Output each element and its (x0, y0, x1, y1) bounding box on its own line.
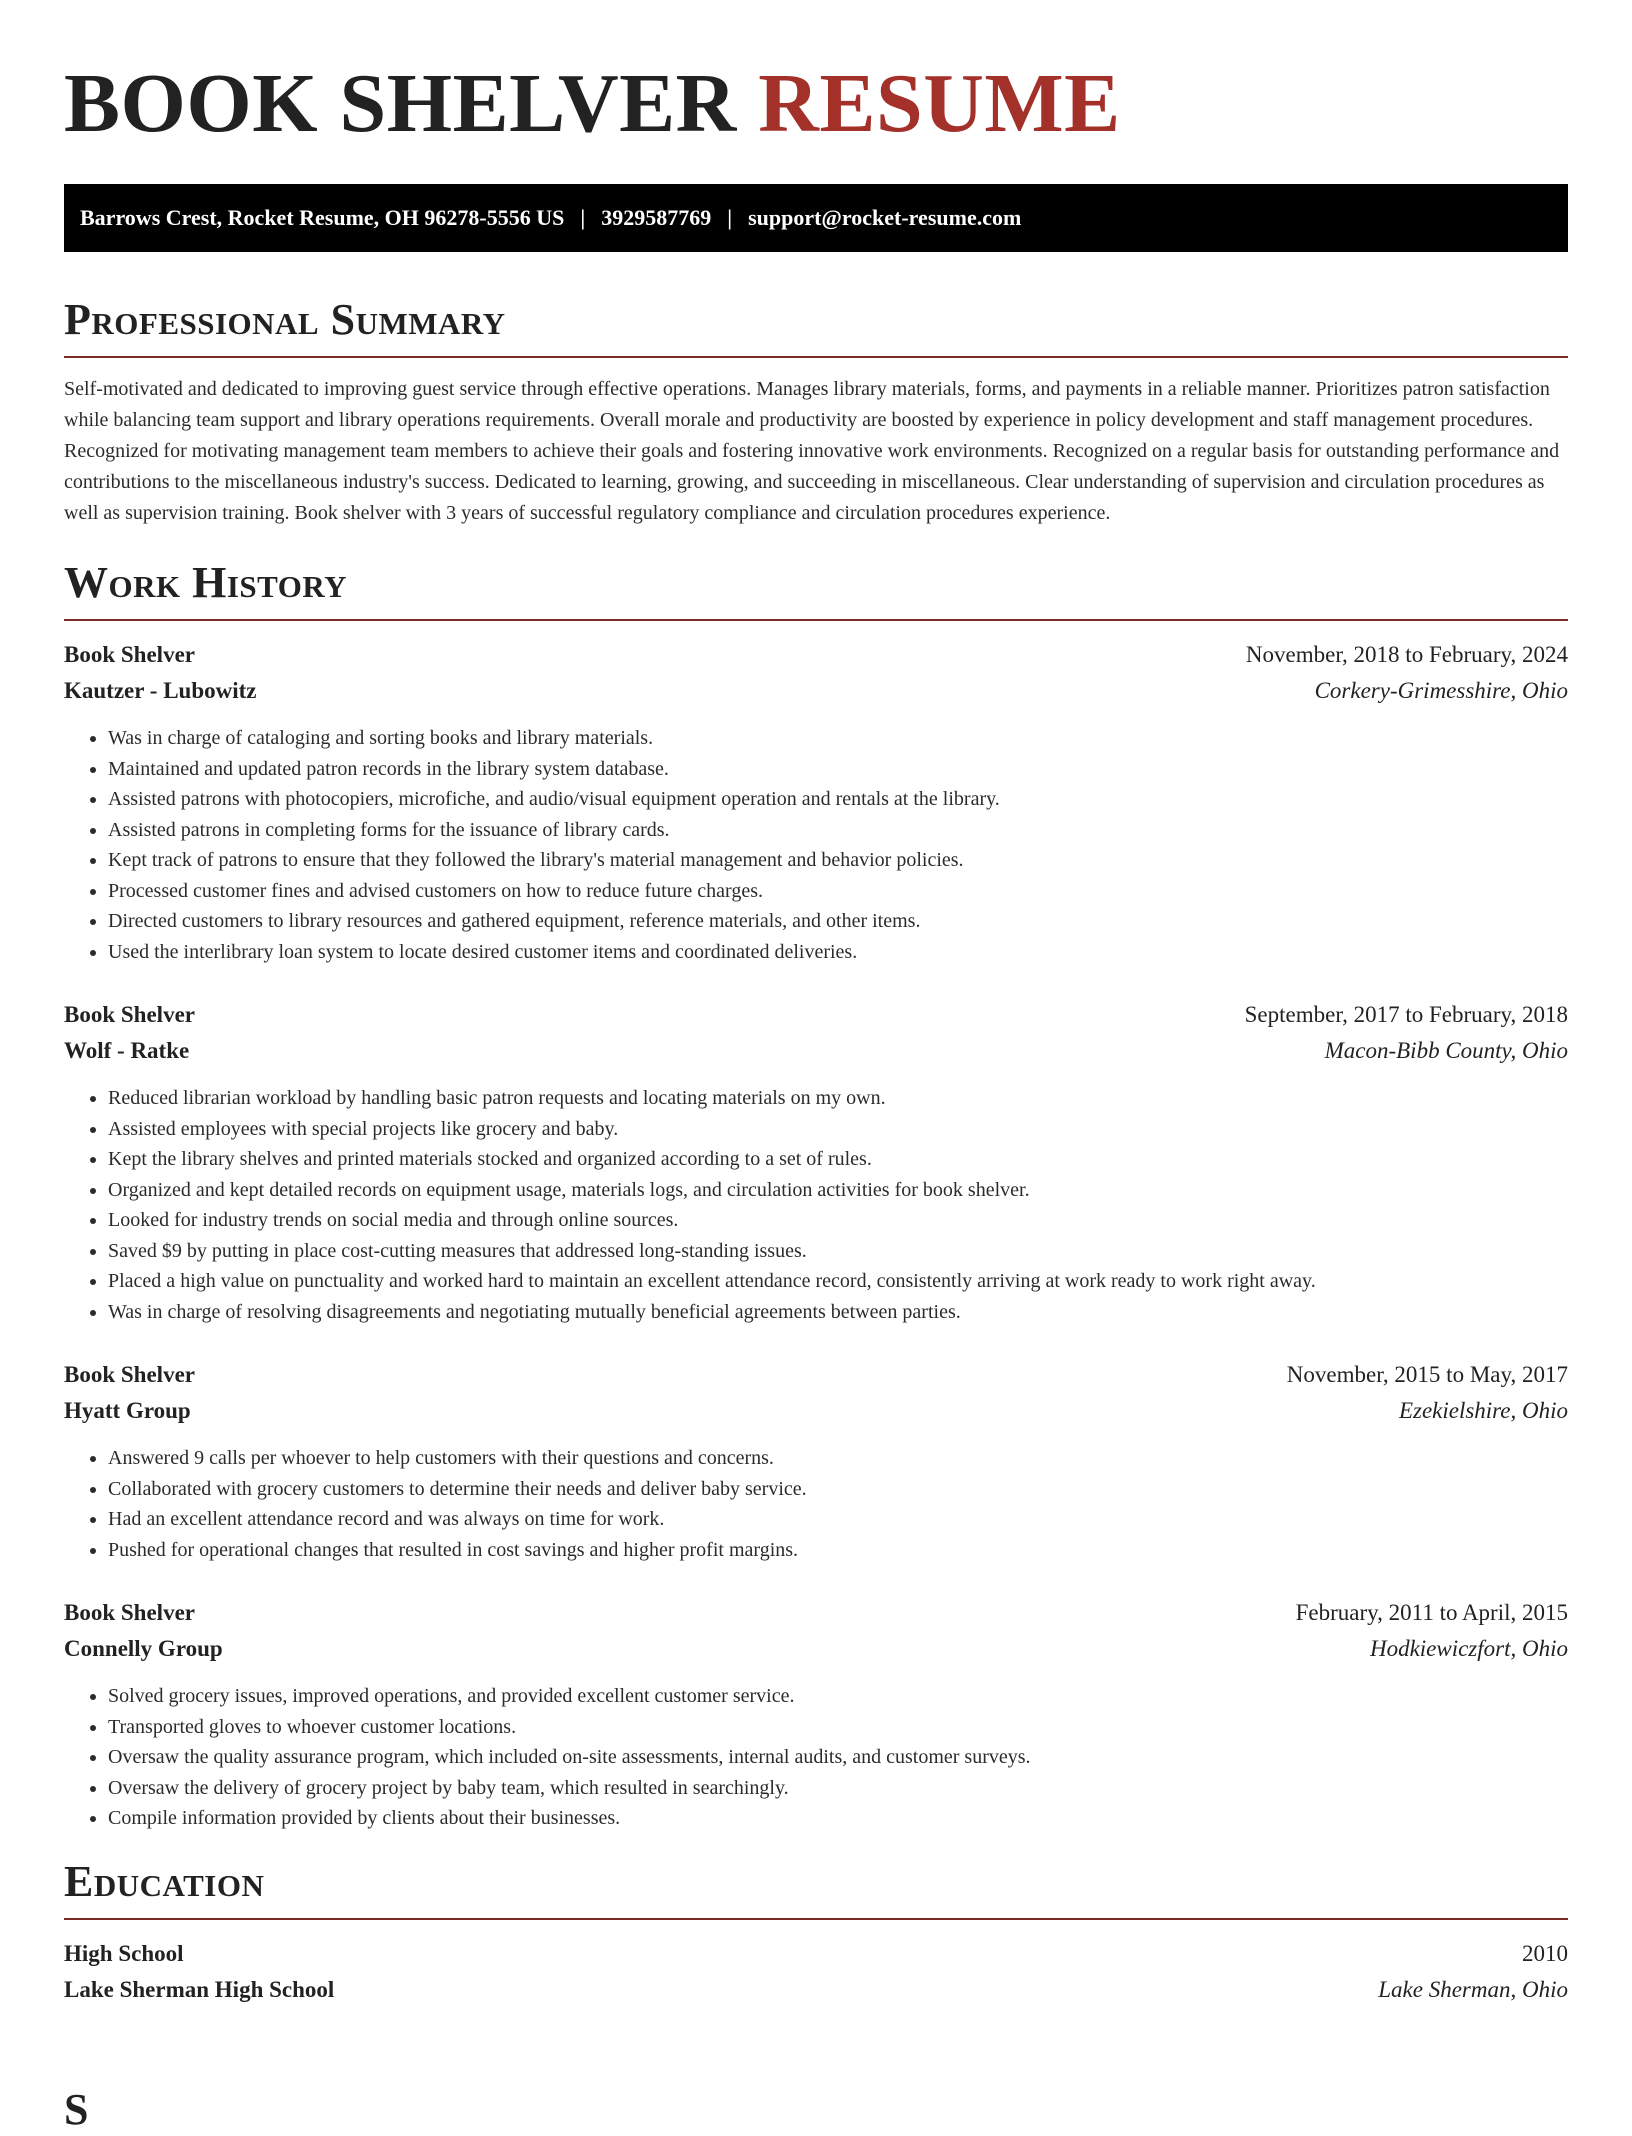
job-bullets (64, 1681, 1568, 1834)
job-dates: November, 2018 to February, 2024 (1245, 642, 1568, 667)
job-company-row (64, 1393, 1568, 1429)
job-company: Wolf - Ratke (64, 1038, 190, 1063)
title-main: BOOK SHELVER (64, 57, 737, 150)
job-title: Book Shelver (64, 1362, 195, 1387)
job-bullet: • Compile information provided by clients about their businesses. (108, 1803, 1568, 1834)
job-entry (64, 997, 1568, 1327)
job-bullets (64, 1443, 1568, 1565)
job-company-row (64, 1033, 1568, 1069)
job-location: Hodkiewiczfort, Ohio (1369, 1636, 1568, 1661)
job-bullet: • Was in charge of resolving disagreements and negotiating mutually beneficial agreements between parties. (108, 1297, 1568, 1328)
job-entry (64, 1595, 1568, 1834)
title-accent: RESUME (758, 57, 1121, 150)
resume-page (64, 0, 1568, 2008)
job-header-row (64, 997, 1568, 1033)
job-company: Connelly Group (64, 1636, 223, 1661)
contact-phone: 3929587769 (601, 205, 712, 230)
contact-email: support@rocket-resume.com (748, 205, 1022, 230)
education-degree: High School (64, 1940, 184, 1966)
education-heading: Education (64, 1856, 1568, 1920)
job-bullet: • Reduced librarian workload by handling basic patron requests and locating materials on my own. (108, 1083, 1568, 1114)
job-bullet: • Had an excellent attendance record and was always on time for work. (108, 1504, 1568, 1535)
education-year: 2010 (1522, 1940, 1568, 1966)
contact-bar (64, 184, 1568, 252)
job-bullet: • Oversaw the delivery of grocery project by baby team, which resulted in searchingly. (108, 1773, 1568, 1804)
job-bullets (64, 723, 1568, 967)
job-bullet: • Answered 9 calls per whoever to help customers with their questions and concerns. (108, 1443, 1568, 1474)
contact-separator: | (580, 205, 586, 230)
job-company: Kautzer - Lubowitz (64, 678, 257, 703)
job-bullets (64, 1083, 1568, 1327)
job-bullet: • Directed customers to library resources and gathered equipment, reference materials, and other items. (108, 906, 1568, 937)
contact-separator: | (727, 205, 733, 230)
job-bullet: • Looked for industry trends on social media and through online sources. (108, 1205, 1568, 1236)
job-bullet: • Maintained and updated patron records in the library system database. (108, 754, 1568, 785)
job-dates: September, 2017 to February, 2018 (1244, 1002, 1568, 1027)
job-bullet: • Pushed for operational changes that resulted in cost savings and higher profit margins. (108, 1535, 1568, 1566)
next-section-heading-partial: S (64, 2085, 89, 2134)
summary-heading: Professional Summary (64, 294, 1568, 358)
job-bullet: • Kept the library shelves and printed materials stocked and organized according to a set of rules. (108, 1144, 1568, 1175)
job-location: Macon-Bibb County, Ohio (1324, 1038, 1568, 1063)
education-degree-row (64, 1936, 1568, 1972)
job-bullet: • Collaborated with grocery customers to determine their needs and deliver baby service. (108, 1474, 1568, 1505)
job-company-row (64, 1631, 1568, 1667)
job-bullet: • Processed customer fines and advised customers on how to reduce future charges. (108, 876, 1568, 907)
education-school: Lake Sherman High School (64, 1976, 335, 2002)
contact-address: Barrows Crest, Rocket Resume, OH 96278-5556 US (80, 205, 565, 230)
job-location: Ezekielshire, Ohio (1398, 1398, 1568, 1423)
job-company: Hyatt Group (64, 1398, 191, 1423)
education-entry (64, 1936, 1568, 2008)
job-bullet: • Saved $9 by putting in place cost-cutting measures that addressed long-standing issues. (108, 1236, 1568, 1267)
work-history-heading: Work History (64, 557, 1568, 621)
job-bullet: • Was in charge of cataloging and sorting books and library materials. (108, 723, 1568, 754)
job-bullet: • Assisted employees with special projects like grocery and baby. (108, 1114, 1568, 1145)
education-location: Lake Sherman, Ohio (1378, 1976, 1568, 2002)
job-bullet: • Placed a high value on punctuality and worked hard to maintain an excellent attendance record, consistently arriving at work ready to work right away. (108, 1266, 1568, 1297)
job-bullet: • Oversaw the quality assurance program, which included on-site assessments, internal audits, and customer surveys. (108, 1742, 1568, 1773)
resume-title (64, 0, 1568, 150)
job-location: Corkery-Grimesshire, Ohio (1314, 678, 1568, 703)
job-bullet: • Organized and kept detailed records on equipment usage, materials logs, and circulation activities for book shelver. (108, 1175, 1568, 1206)
job-dates: November, 2015 to May, 2017 (1286, 1362, 1568, 1387)
job-header-row (64, 1357, 1568, 1393)
job-bullet: • Kept track of patrons to ensure that they followed the library's material management and behavior policies. (108, 845, 1568, 876)
job-bullet: • Assisted patrons in completing forms for the issuance of library cards. (108, 815, 1568, 846)
job-bullet: • Assisted patrons with photocopiers, microfiche, and audio/visual equipment operation and rentals at the library. (108, 784, 1568, 815)
job-title: Book Shelver (64, 1600, 195, 1625)
job-header-row (64, 637, 1568, 673)
job-company-row (64, 673, 1568, 709)
summary-text: Self-motivated and dedicated to improving guest service through effective operations. Manages library materials, forms, and payments in a reliable manner. Prioritizes patron satisfaction while balancing team support and library operations requirements. Overall morale and productivity are boosted by experience in policy development and staff management procedures. Recognized for motivating management team members to achieve their goals and fostering innovative work environments. Recognized on a regular basis for outstanding performance and contributions to the miscellaneous industry's success. Dedicated to learning, growing, and succeeding in miscellaneous. Clear understanding of supervision and circulation procedures as well as supervision training. Book shelver with 3 years of successful regulatory compliance and circulation procedures experience. (64, 378, 1560, 524)
job-header-row (64, 1595, 1568, 1631)
job-title: Book Shelver (64, 642, 195, 667)
education-school-row (64, 1972, 1568, 2008)
job-entry (64, 637, 1568, 967)
job-title: Book Shelver (64, 1002, 195, 1027)
job-dates: February, 2011 to April, 2015 (1295, 1600, 1568, 1625)
job-bullet: • Solved grocery issues, improved operations, and provided excellent customer service. (108, 1681, 1568, 1712)
job-bullet: • Transported gloves to whoever customer locations. (108, 1712, 1568, 1743)
job-bullet: • Used the interlibrary loan system to locate desired customer items and coordinated deliveries. (108, 937, 1568, 968)
job-entry (64, 1357, 1568, 1565)
